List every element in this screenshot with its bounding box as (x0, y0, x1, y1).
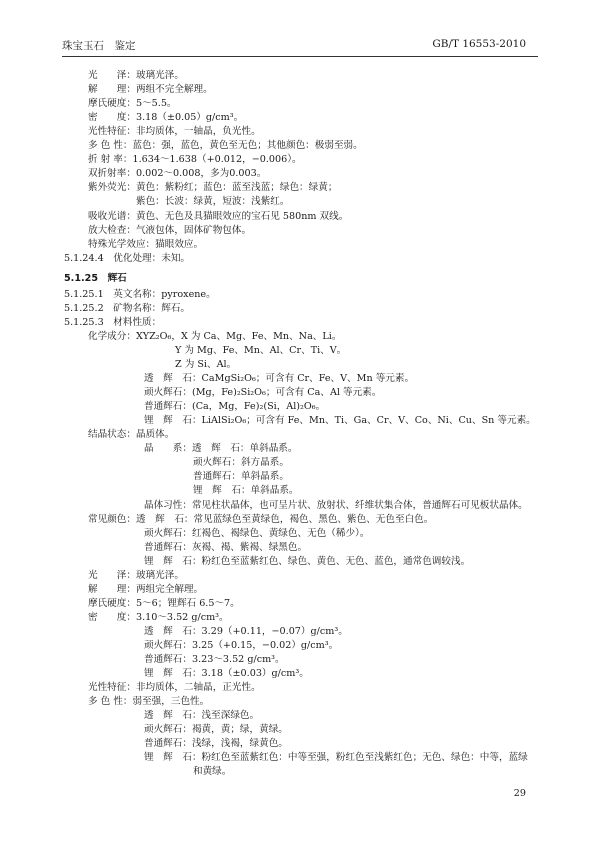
body-line: 锂 辉 石：粉红色至蓝紫红色：中等至强，粉红色至浅紫红色；无色、绿色：中等，蓝绿 (144, 752, 528, 764)
body-line: 摩氏硬度：5～5.5。 (88, 98, 177, 110)
body-line: 密 度：3.10～3.52 g/cm³。 (88, 611, 229, 623)
body-line: 折 射 率：1.634～1.638（+0.012，−0.006）。 (88, 154, 302, 166)
body-line: 锂 辉 石：单斜晶系。 (193, 485, 299, 497)
header-title: 珠宝玉石 鉴定 (62, 40, 136, 52)
body-line: 光 泽：玻璃光泽。 (88, 569, 184, 581)
body-line: 特殊光学效应：猫眼效应。 (88, 238, 204, 250)
body-line: 解 理：两组不完全解理。 (88, 84, 213, 96)
body-line: 常见颜色：透 辉 石：常见蓝绿色至黄绿色，褐色、黑色、紫色、无色至白色。 (88, 513, 434, 525)
standard-number: GB/T 16553-2010 (432, 38, 526, 50)
body-line: 5.1.25.3 材料性质： (64, 316, 162, 328)
body-line: 顽火辉石：斜方晶系。 (193, 457, 289, 469)
body-line: 普通辉石：单斜晶系。 (193, 471, 289, 483)
body-line: Y 为 Mg、Fe、Mn、Al、Cr、Ti、V。 (175, 344, 347, 356)
body-line: 晶 系：透 辉 石：单斜晶系。 (144, 443, 298, 455)
body-line: 锂 辉 石：粉红色至蓝紫红色、绿色、黄色、无色、蓝色，通常色调较浅。 (144, 555, 471, 567)
body-line: 和黄绿。 (193, 766, 232, 778)
body-line: 5.1.25.2 矿物名称：辉石。 (64, 302, 191, 314)
body-line: 透 辉 石：浅至深绿色。 (144, 710, 260, 722)
body-line: 锂 辉 石：3.18（±0.03）g/cm³。 (144, 668, 309, 680)
body-line: 顽火辉石：红褐色、褐绿色、黄绿色、无色（稀少）。 (144, 527, 370, 539)
body-line: 透 辉 石：3.29（+0.11，−0.07）g/cm³。 (144, 625, 348, 637)
body-line: 双折射率：0.002～0.008，多为0.003。 (88, 168, 267, 180)
body-line: 光性特征：非均质体，二轴晶，正光性。 (88, 682, 261, 694)
body-line: 密 度：3.18（±0.05）g/cm³。 (88, 112, 244, 124)
body-line: 普通辉石：(Ca，Mg，Fe)₂(Si，Al)₂O₆。 (144, 401, 326, 413)
body-line: 化学成分：XYZ₂O₆，X 为 Ca、Mg、Fe、Mn、Na、Li。 (88, 330, 342, 342)
body-line: 普通辉石：灰褐、褐、紫褐、绿黑色。 (144, 541, 308, 553)
header-divider (62, 56, 538, 57)
body-line: 5.1.25.1 英文名称：pyroxene。 (64, 288, 216, 300)
body-line: 光性特征：非均质体，一轴晶，负光性。 (88, 126, 261, 138)
body-line: 吸收光谱：黄色、无色及具猫眼效应的宝石见 580nm 双线。 (88, 210, 349, 222)
body-line: 紫外荧光：黄色：紫粉红；蓝色：蓝至浅蓝；绿色：绿黄； (88, 182, 338, 194)
body-line: 光 泽：玻璃光泽。 (88, 70, 184, 81)
body-line: 普通辉石：3.23～3.52 g/cm³。 (144, 654, 285, 666)
body-line: 顽火辉石：褐黄，黄；绿，黄绿。 (144, 724, 288, 736)
body-line: 顽火辉石：(Mg，Fe)₂Si₂O₆；可含有 Ca、Al 等元素。 (144, 387, 382, 399)
body-line: 结晶状态：晶质体。 (88, 429, 175, 441)
body-line: 透 辉 石：CaMgSi₂O₆；可含有 Cr、Fe、V、Mn 等元素。 (144, 373, 415, 385)
body-line: 晶体习性：常见柱状晶体，也可呈片状、放射状、纤维状集合体，普通辉石可见板状晶体。 (144, 499, 528, 511)
body-line: 解 理：两组完全解理。 (88, 583, 204, 595)
body-line: 5.1.24.4 优化处理：未知。 (64, 252, 191, 264)
body-line: 多 色 性：弱至强，三色性。 (88, 696, 210, 708)
body-line: Z 为 Si、Al。 (175, 359, 237, 370)
section-heading: 5.1.25 辉石 (64, 272, 127, 284)
body-line: 普通辉石：浅绿，浅褐，绿黄色。 (144, 738, 288, 750)
body-line: 摩氏硬度：5～6；锂辉石 6.5～7。 (88, 597, 240, 609)
body-line: 顽火辉石：3.25（+0.15，−0.02）g/cm³。 (144, 640, 339, 651)
body-line: 放大检查：气液包体，固体矿物包体。 (88, 224, 252, 236)
body-line: 紫色：长波：绿黄，短波：浅紫红。 (136, 196, 290, 208)
page-number: 29 (513, 788, 526, 799)
body-line: 多 色 性：蓝色：强，蓝色，黄色至无色；其他颜色：极弱至弱。 (88, 140, 363, 152)
body-line: 锂 辉 石：LiAlSi₂O₆；可含有 Fe、Mn、Ti、Ga、Cr、V、Co、Ni、Cu、Sn 等元素。 (144, 415, 536, 427)
